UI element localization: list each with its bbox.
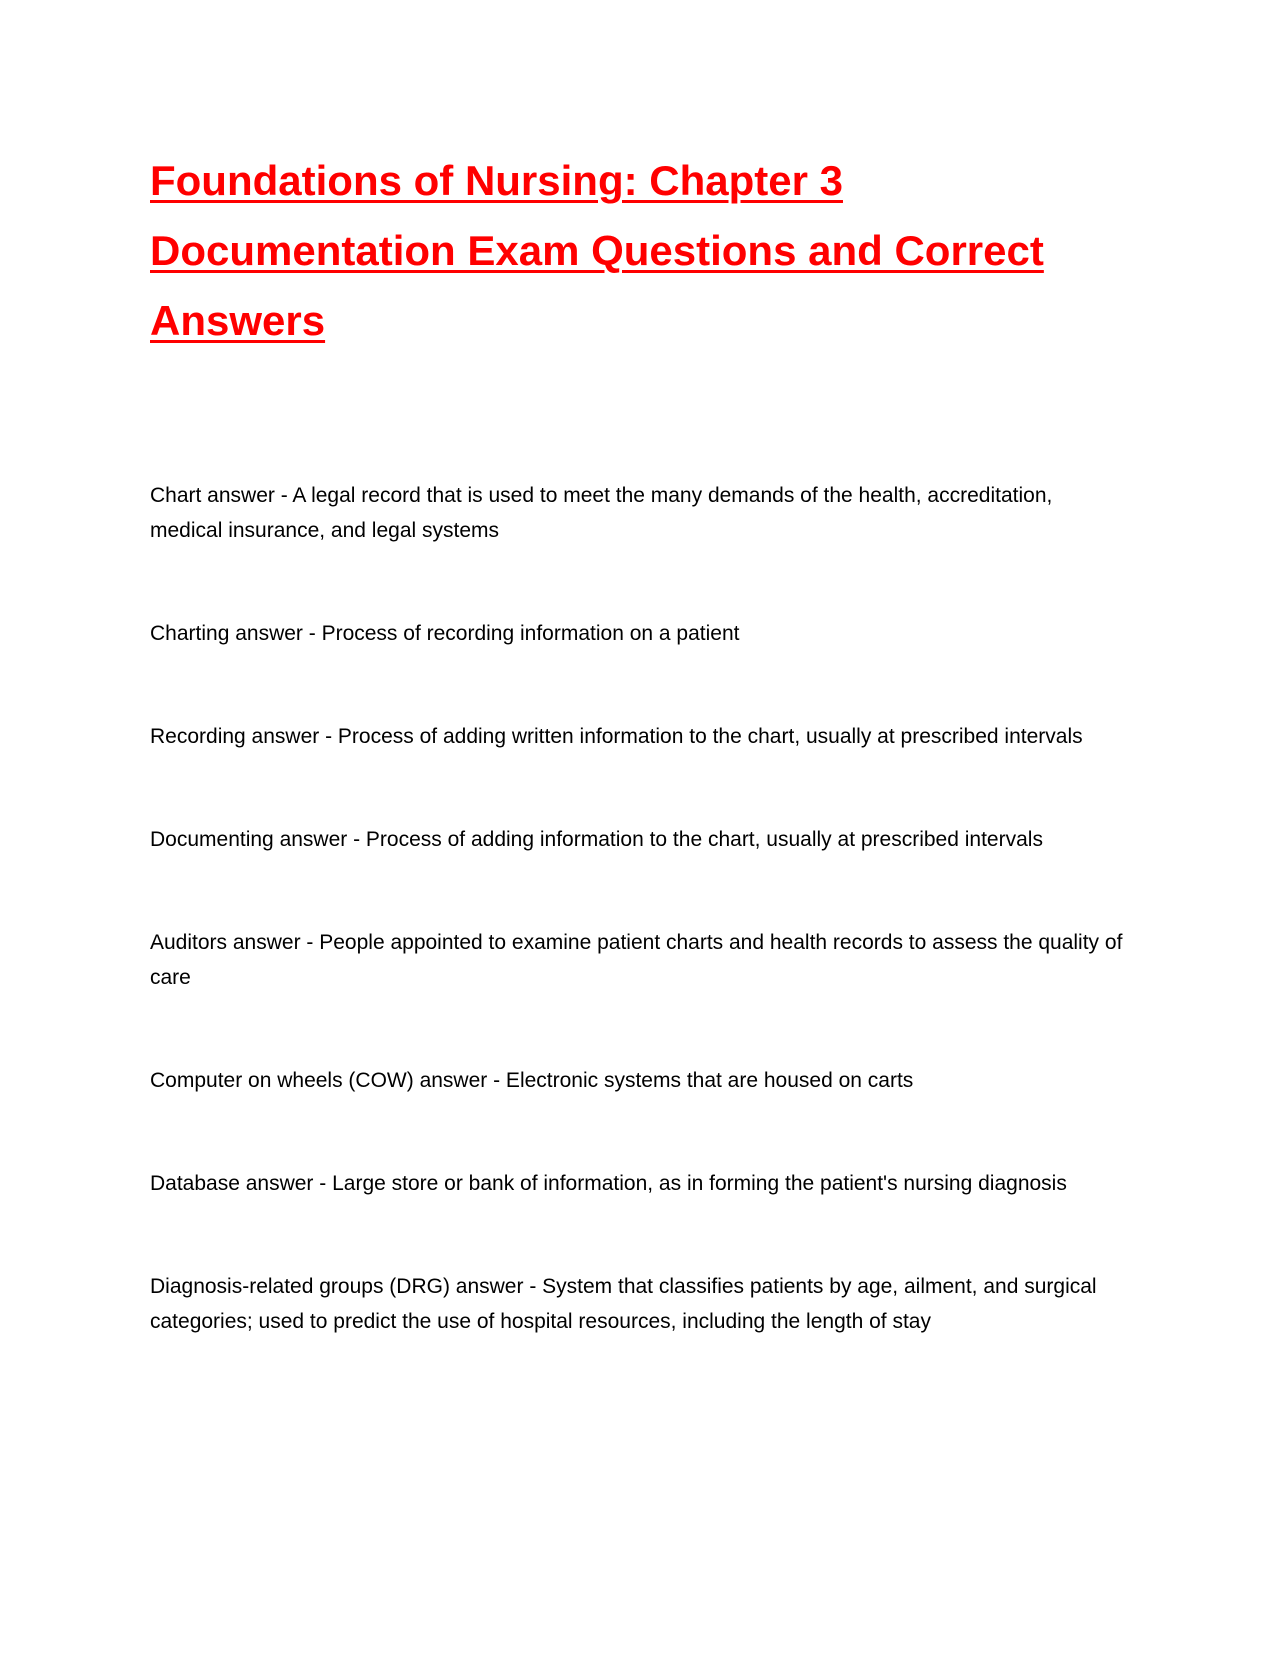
qa-entry-auditors: Auditors answer - People appointed to examine patient charts and health records to assess the quality of care — [150, 931, 1123, 989]
qa-entry-documenting: Documenting answer - Process of adding information to the chart, usually at prescribed intervals — [150, 828, 1043, 851]
qa-list — [150, 478, 1130, 1407]
qa-entry-diagnosis-related-groups: Diagnosis-related groups (DRG) answer - System that classifies patients by age, ailment, and surgical categories; used to predict the use of hospital resources, including the length of stay — [150, 1275, 1097, 1333]
qa-entry-computer-on-wheels: Computer on wheels (COW) answer - Electronic systems that are housed on carts — [150, 1069, 914, 1092]
qa-entry-chart: Chart answer - A legal record that is used to meet the many demands of the health, accreditation, medical insurance, and legal systems — [150, 484, 1053, 542]
document-title: Foundations of Nursing: Chapter 3 Documentation Exam Questions and Correct Answers — [150, 157, 1044, 344]
qa-entry-recording: Recording answer - Process of adding written information to the chart, usually at prescribed intervals — [150, 725, 1083, 748]
qa-entry-charting: Charting answer - Process of recording information on a patient — [150, 622, 740, 645]
qa-entry-database: Database answer - Large store or bank of information, as in forming the patient's nursing diagnosis — [150, 1172, 1067, 1195]
